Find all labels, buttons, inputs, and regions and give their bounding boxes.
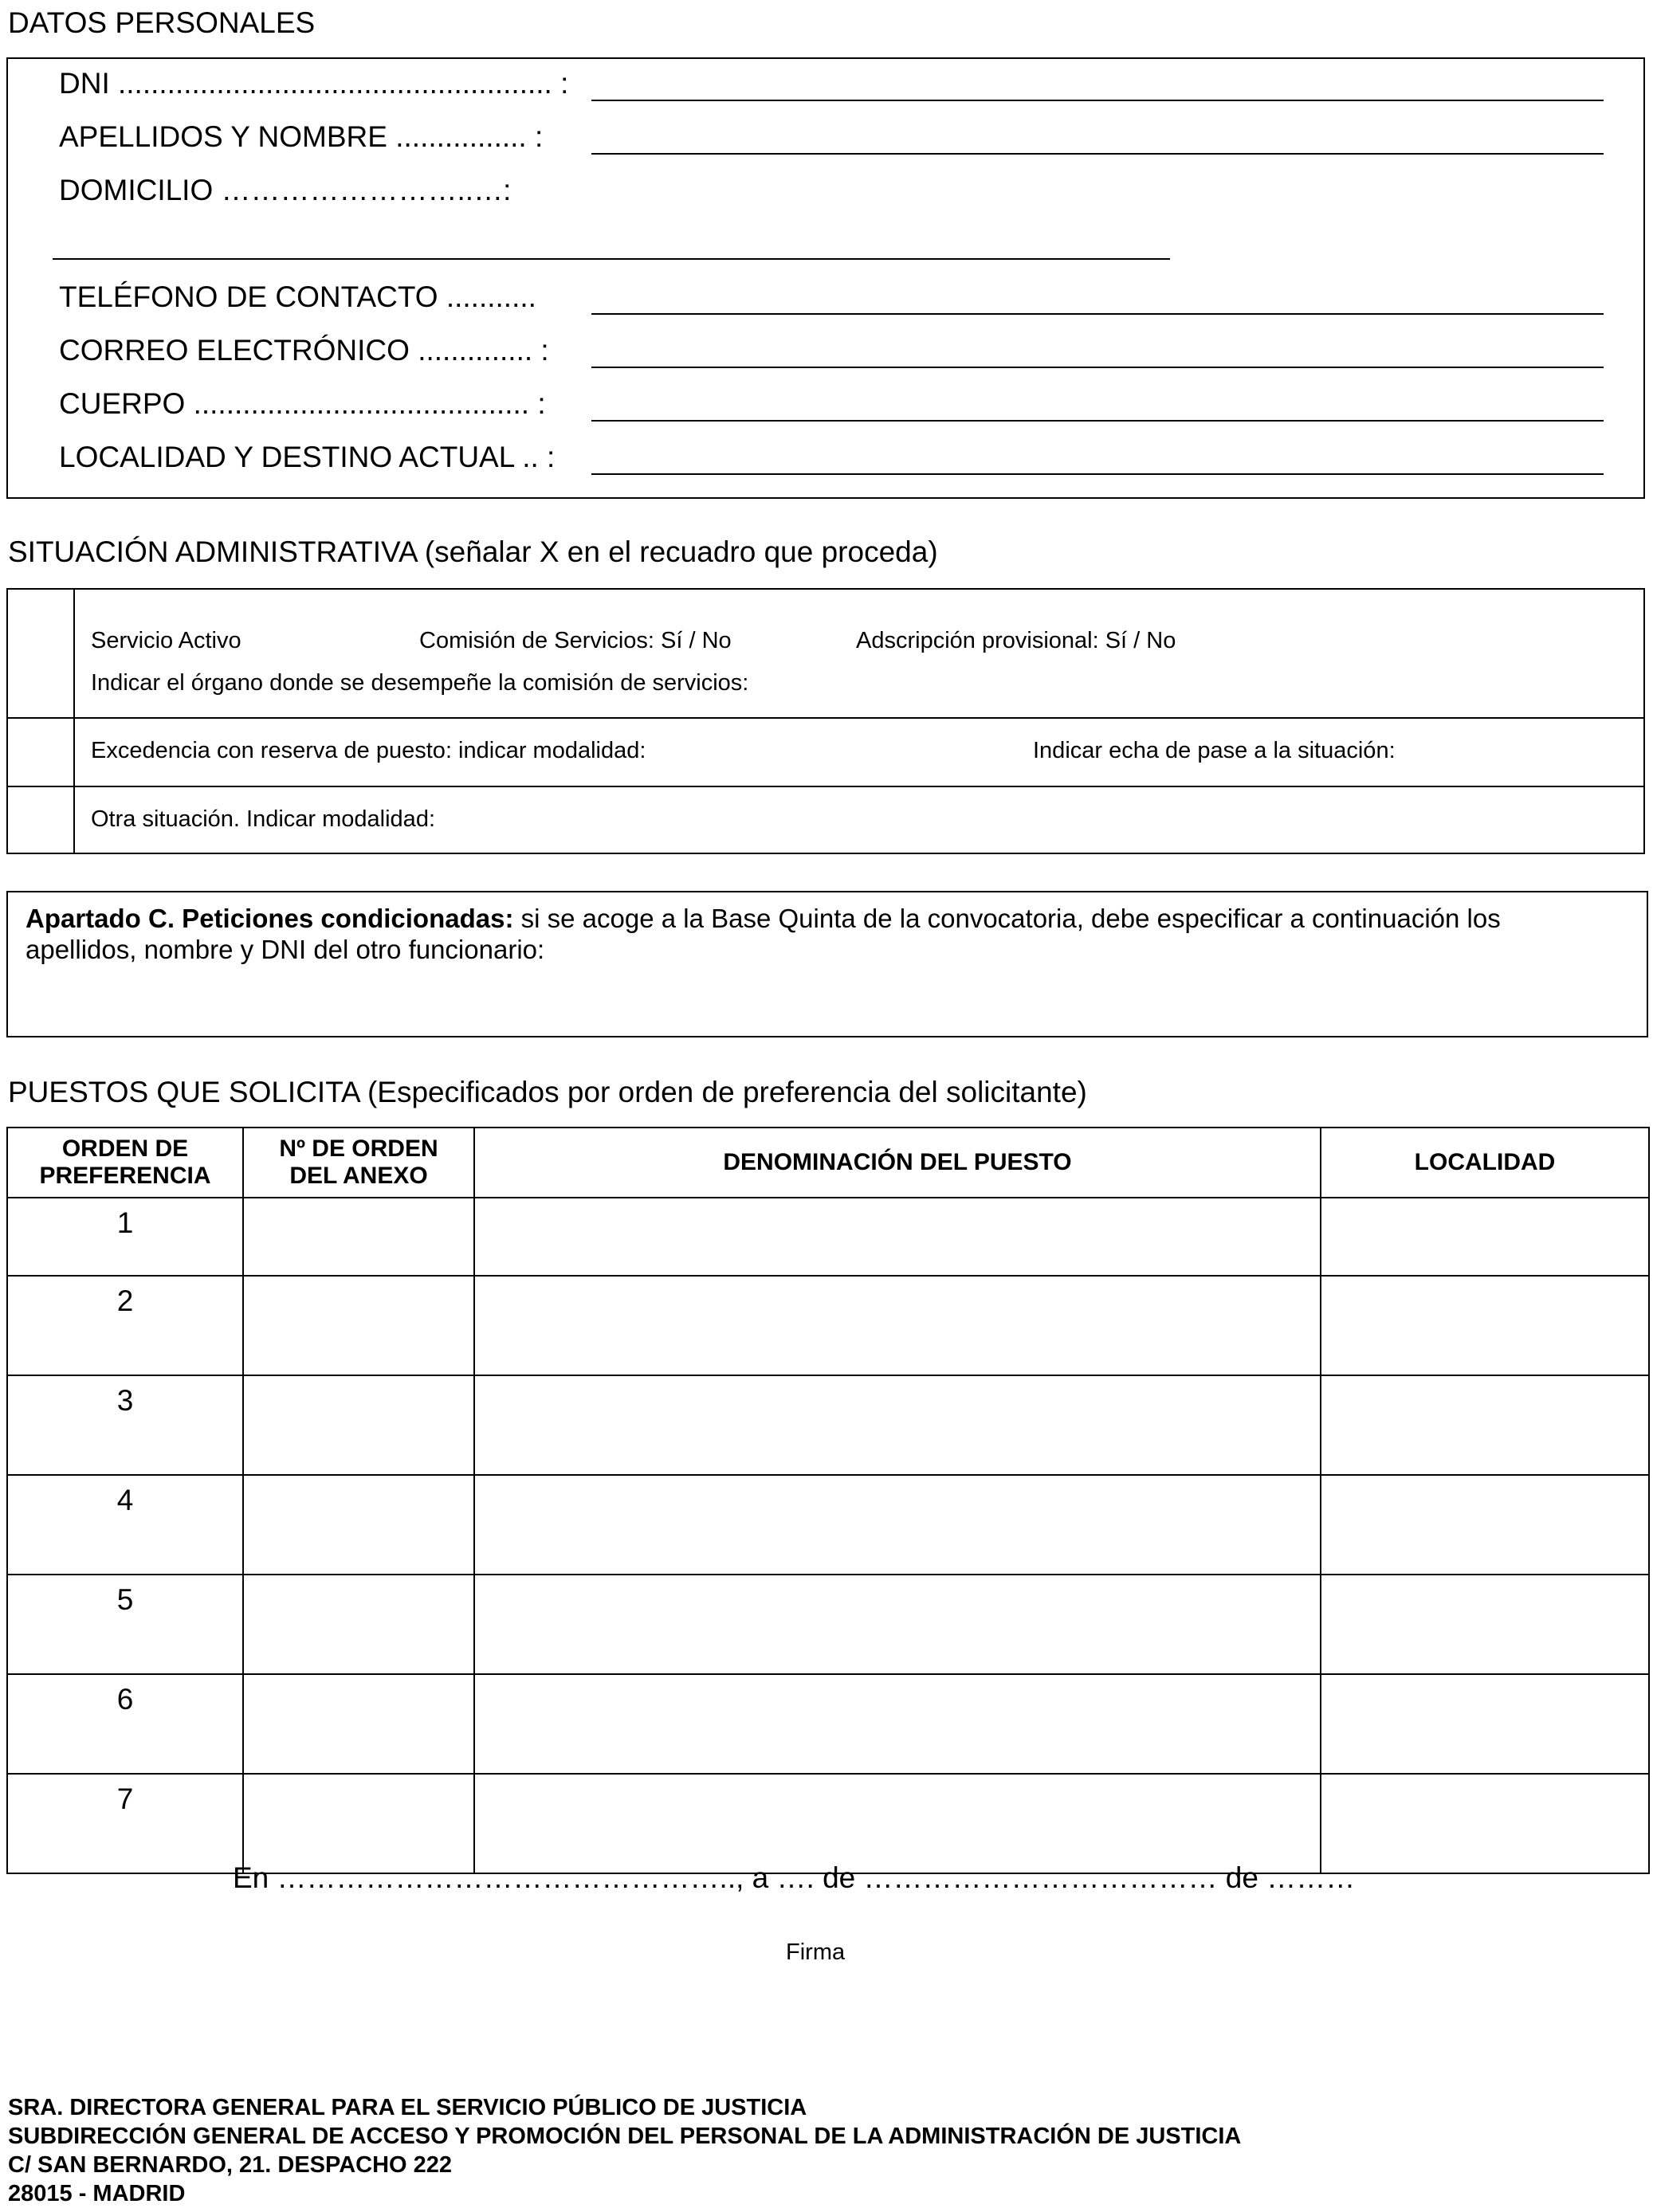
- situacion-row-divider: [8, 786, 1643, 787]
- apartado-c-description: si se acoge a la Base Quinta de la convocatoria, debe especificar a continuación los apellidos, nombre y DNI del otro funcionario:: [26, 904, 1501, 964]
- domicilio-field[interactable]: [53, 258, 1170, 260]
- apellidos-nombre-field[interactable]: [591, 153, 1604, 155]
- excedencia-checkbox[interactable]: [8, 717, 73, 786]
- footer-address: C/ SAN BERNARDO, 21. DESPACHO 222: [8, 2152, 453, 2178]
- denominacion-cell[interactable]: [474, 1276, 1321, 1375]
- table-row: [7, 1774, 1649, 1873]
- anexo-cell[interactable]: [243, 1475, 474, 1575]
- localidad-cell[interactable]: [1321, 1375, 1649, 1475]
- comision-servicios-label: Comisión de Servicios: Sí / No: [419, 628, 732, 653]
- firma-label: Firma: [786, 1939, 846, 1965]
- anexo-cell[interactable]: [243, 1198, 474, 1276]
- telefono-label: TELÉFONO DE CONTACTO ...........: [59, 280, 536, 313]
- apellidos-nombre-label: APELLIDOS Y NOMBRE ................ :: [59, 120, 544, 153]
- dni-label: DNI ..................................................... :: [59, 67, 569, 100]
- header-denominacion: DENOMINACIÓN DEL PUESTO: [474, 1128, 1321, 1198]
- excedencia-label: Excedencia con reserva de puesto: indicar modalidad:: [91, 738, 646, 763]
- anexo-cell[interactable]: [243, 1375, 474, 1475]
- table-row: [7, 1276, 1649, 1375]
- footer-recipient: SRA. DIRECTORA GENERAL PARA EL SERVICIO PÚBLICO DE JUSTICIA: [8, 2095, 807, 2120]
- header-orden-preferencia: [7, 1128, 243, 1198]
- header-orden-line2: PREFERENCIA: [39, 1163, 211, 1189]
- denominacion-cell[interactable]: [474, 1674, 1321, 1774]
- table-row: [7, 1475, 1649, 1575]
- anexo-cell[interactable]: [243, 1674, 474, 1774]
- denominacion-cell[interactable]: [474, 1375, 1321, 1475]
- denominacion-cell[interactable]: [474, 1198, 1321, 1276]
- cuerpo-field[interactable]: [591, 420, 1604, 422]
- correo-label: CORREO ELECTRÓNICO .............. :: [59, 334, 549, 367]
- domicilio-label: DOMICILIO ……………………..…:: [59, 174, 512, 206]
- localidad-cell[interactable]: [1321, 1475, 1649, 1575]
- servicio-activo-label: Servicio Activo: [91, 628, 241, 653]
- dni-field[interactable]: [591, 100, 1604, 101]
- localidad-cell[interactable]: [1321, 1276, 1649, 1375]
- telefono-field[interactable]: [591, 313, 1604, 315]
- adscripcion-provisional-label: Adscripción provisional: Sí / No: [856, 628, 1176, 653]
- localidad-cell[interactable]: [1321, 1575, 1649, 1674]
- situacion-section-title: SITUACIÓN ADMINISTRATIVA (señalar X en el recuadro que proceda): [8, 535, 938, 568]
- correo-field[interactable]: [591, 367, 1604, 368]
- organo-comision-label: Indicar el órgano donde se desempeñe la comisión de servicios:: [91, 670, 749, 696]
- header-anexo-line2: DEL ANEXO: [289, 1163, 428, 1189]
- personal-data-box: [6, 57, 1645, 499]
- header-anexo-line1: Nº DE ORDEN: [279, 1135, 438, 1162]
- situacion-column-divider: [73, 590, 75, 853]
- puestos-table: [6, 1127, 1650, 1874]
- anexo-cell[interactable]: [243, 1774, 474, 1873]
- table-row: [7, 1575, 1649, 1674]
- anexo-cell[interactable]: [243, 1276, 474, 1375]
- orden-cell: 3: [7, 1375, 243, 1475]
- header-orden-line1: ORDEN DE: [61, 1135, 189, 1162]
- servicio-activo-checkbox[interactable]: [8, 590, 73, 717]
- apartado-c-box: [6, 891, 1648, 1037]
- orden-cell: 4: [7, 1475, 243, 1575]
- localidad-destino-field[interactable]: [591, 473, 1604, 475]
- localidad-destino-label: LOCALIDAD Y DESTINO ACTUAL .. :: [59, 441, 556, 473]
- situacion-box: [6, 588, 1645, 854]
- localidad-cell[interactable]: [1321, 1674, 1649, 1774]
- apartado-c-heading: Apartado C. Peticiones condicionadas:: [26, 904, 514, 933]
- denominacion-cell[interactable]: [474, 1475, 1321, 1575]
- fecha-pase-label: Indicar echa de pase a la situación:: [1033, 738, 1396, 763]
- orden-cell: 6: [7, 1674, 243, 1774]
- header-localidad: LOCALIDAD: [1321, 1128, 1649, 1198]
- otra-situacion-checkbox[interactable]: [8, 786, 73, 854]
- footer-department: SUBDIRECCIÓN GENERAL DE ACCESO Y PROMOCIÓN DEL PERSONAL DE LA ADMINISTRACIÓN DE JUSTICIA: [8, 2124, 1242, 2149]
- orden-cell: 1: [7, 1198, 243, 1276]
- table-row: [7, 1674, 1649, 1774]
- situacion-row-divider: [8, 717, 1643, 719]
- footer-postal-code: 28015 - MADRID: [8, 2181, 186, 2206]
- orden-cell: 5: [7, 1575, 243, 1674]
- orden-cell: 7: [7, 1774, 243, 1873]
- cuerpo-label: CUERPO ......................................... :: [59, 387, 546, 420]
- personal-section-title: DATOS PERSONALES: [8, 6, 316, 39]
- header-orden-anexo: [243, 1128, 474, 1198]
- denominacion-cell[interactable]: [474, 1774, 1321, 1873]
- anexo-cell[interactable]: [243, 1575, 474, 1674]
- table-row: [7, 1375, 1649, 1475]
- table-row: [7, 1198, 1649, 1276]
- otra-situacion-label: Otra situación. Indicar modalidad:: [91, 806, 435, 832]
- apartado-c-text: [26, 904, 1599, 966]
- place-date-line: En ……………………………………….., a …. de ……………………………… de ………: [233, 1861, 1356, 1894]
- localidad-cell[interactable]: [1321, 1774, 1649, 1873]
- localidad-cell[interactable]: [1321, 1198, 1649, 1276]
- denominacion-cell[interactable]: [474, 1575, 1321, 1674]
- puestos-section-title: PUESTOS QUE SOLICITA (Especificados por orden de preferencia del solicitante): [8, 1076, 1087, 1108]
- orden-cell: 2: [7, 1276, 243, 1375]
